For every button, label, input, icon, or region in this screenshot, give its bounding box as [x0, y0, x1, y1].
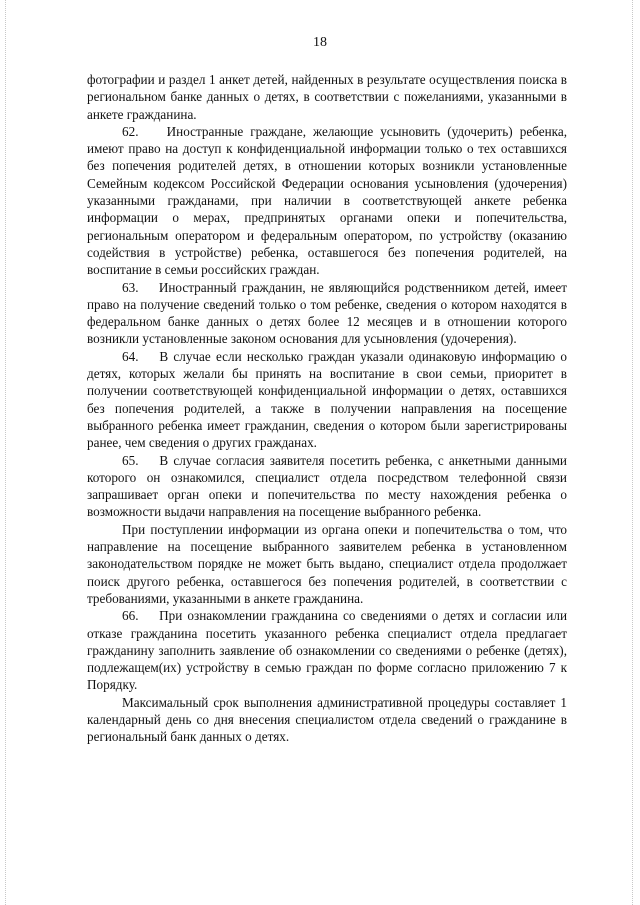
page-number: 18: [313, 35, 327, 50]
paragraph-63: 63. Иностранный гражданин, не являющийся родственником детей, имеет право на получение сведений только о том ребенке, сведения о котором находятся в федеральном банке данных о детях более 12 месяцев и в отношении которого возникли установленные законом основания для усыновления (удочерения).: [87, 279, 567, 347]
paragraph-65: 65. В случае согласия заявителя посетить ребенка, с анкетными данными которого он ознакомился, специалист отдела посредством телефонной связи запрашивает орган опеки и попечительства по месту нахождения ребенка о возможности выдачи направления на посещение выбранного ребенка.: [87, 452, 567, 520]
document-body: [87, 71, 567, 746]
scan-edge-left: [5, 0, 9, 905]
paragraph-66: 66. При ознакомлении гражданина со сведениями о детях и согласии или отказе гражданина посетить указанного ребенка специалист отдела предлагает гражданину заполнить заявление об ознакомлении со сведениями о ребенке (детях), подлежащем(их) устройству в семью граждан по форме согласно приложению 7 к Порядку.: [87, 608, 567, 693]
paragraph-continuation: фотографии и раздел 1 анкет детей, найденных в результате осуществления поиска в региональном банке данных о детях, в соответствии с пожеланиями, указанными в анкете гражданина.: [87, 72, 567, 122]
paragraph-64: 64. В случае если несколько граждан указали одинаковую информацию о детях, которых желали бы принять на воспитание в свои семьи, приоритет в получении соответствующей конфиденциальной информации о детях, оставшихся без попечения родителей, а также в получении направления на посещение выбранного ребенка имеет гражданин, сведения о котором были зарегистрированы ранее, чем сведения о других гражданах.: [87, 348, 567, 451]
paragraph-62: 62. Иностранные граждане, желающие усыновить (удочерить) ребенка, имеют право на доступ к конфиденциальной информации только о тех оставшихся без попечения родителей детях, в отношении которых возникли установленные Семейным кодексом Российской Федерации основания усыновления (удочерения) указанными гражданами, при наличии в соответствующей анкете ребенка информации о мерах, предпринятых органами опеки и попечительства, региональным оператором и федеральным оператором, по устройству (оказанию содействия в устройстве) ребенка, оставшегося без попечения родителей, на воспитание в семьи российских граждан.: [87, 123, 567, 278]
scan-edge-right: [632, 0, 636, 905]
paragraph-66-continuation: Максимальный срок выполнения административной процедуры составляет 1 календарный день со дня внесения специалистом отдела сведений о гражданине в региональный банк данных о детях.: [87, 694, 567, 745]
paragraph-65-continuation: При поступлении информации из органа опеки и попечительства о том, что направление на посещение выбранного заявителем ребенка в установленном законодательством порядке не может быть выдано, специалист отдела продолжает поиск другого ребенка, оставшегося без попечения родителей, в соответствии с требованиями, указанными в анкете гражданина.: [87, 521, 567, 606]
